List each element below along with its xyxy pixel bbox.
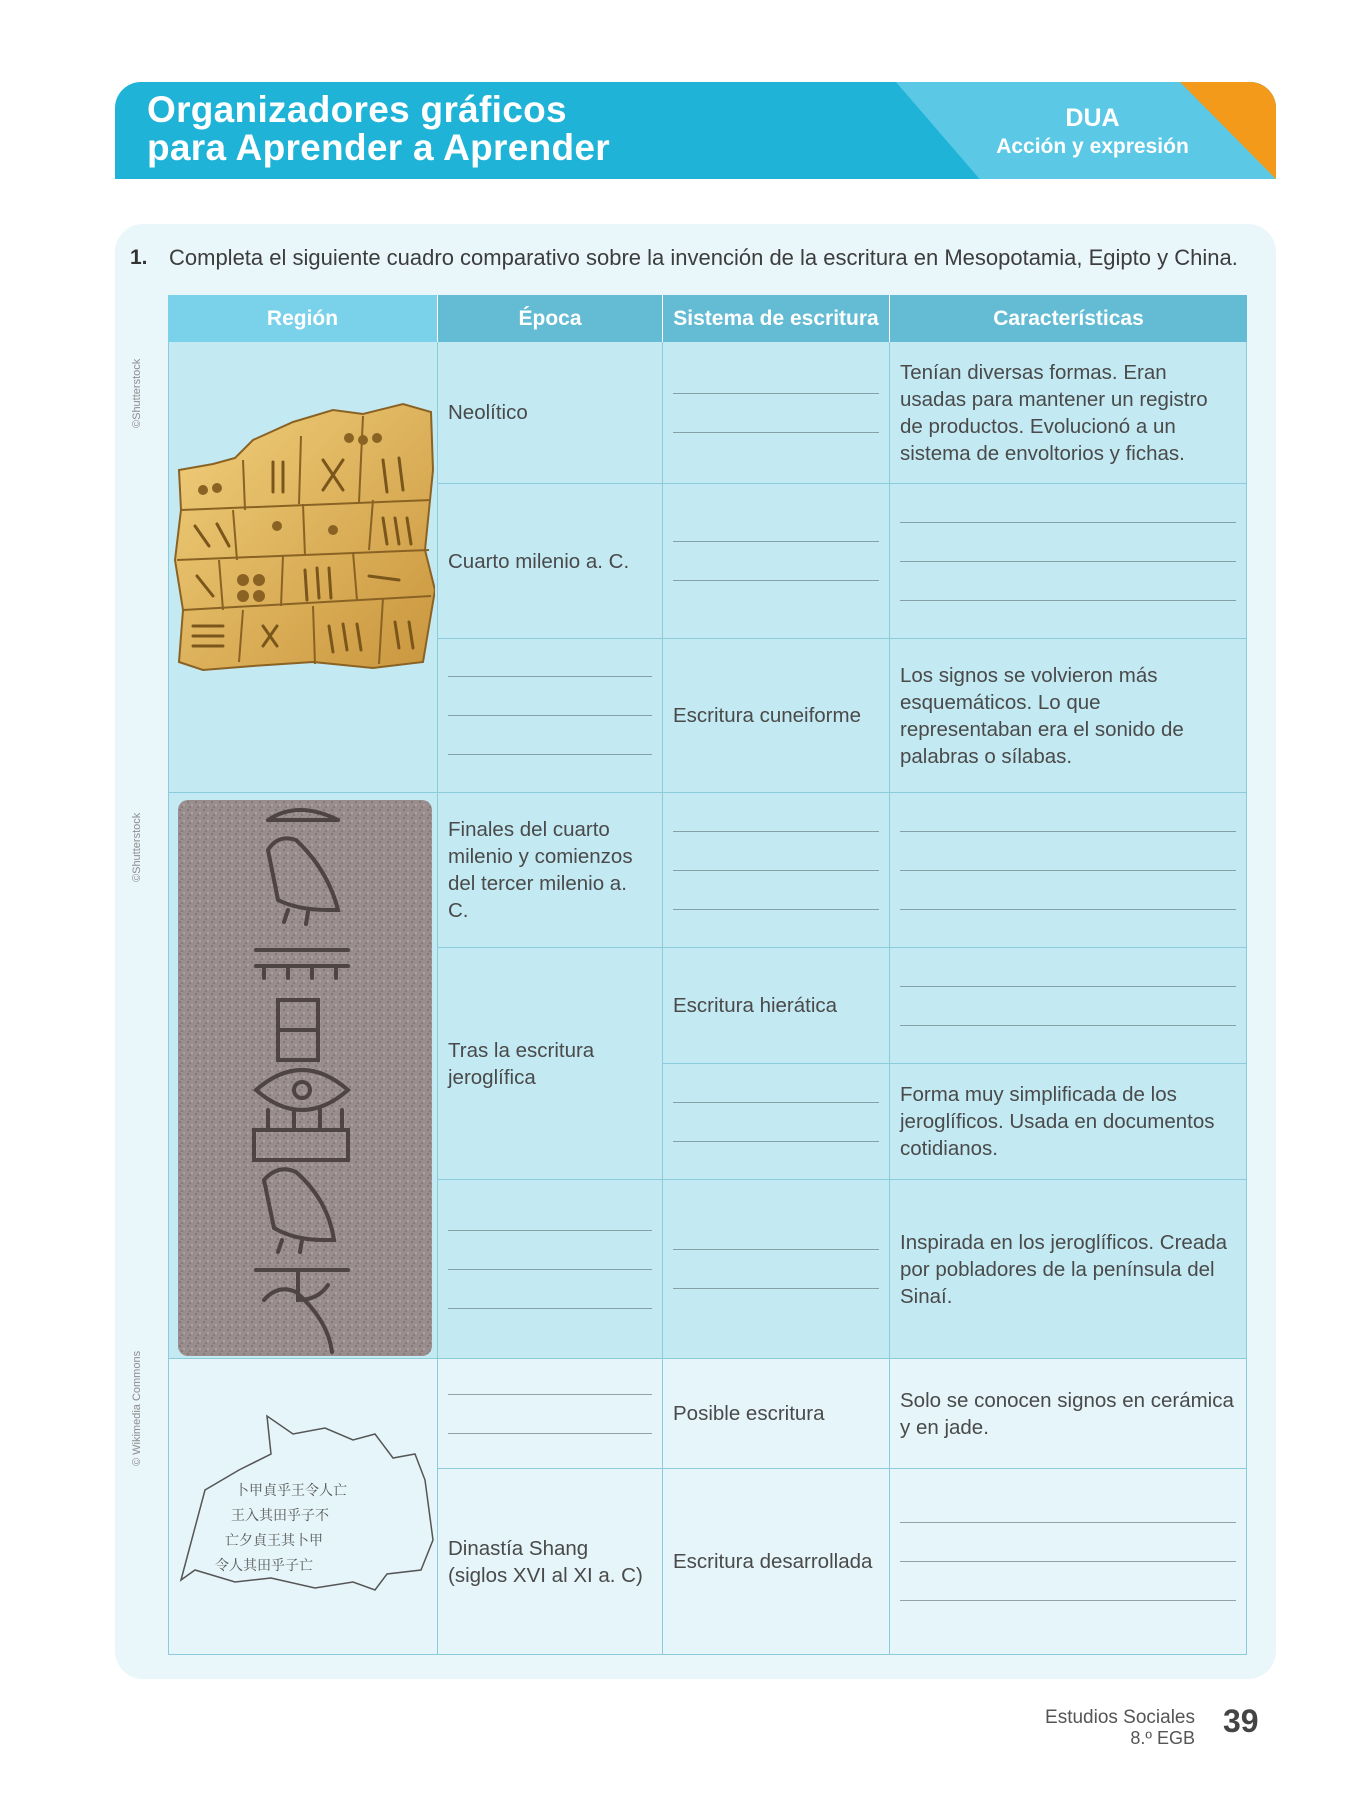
answer-cell[interactable]: [890, 948, 1247, 1064]
footer-subject: Estudios Sociales: [1045, 1707, 1195, 1728]
answer-cell[interactable]: [890, 1469, 1247, 1655]
sistema-text: Escritura hierática: [673, 994, 838, 1017]
table-cell: [438, 948, 663, 1180]
table-cell: [890, 1359, 1247, 1469]
caracteristicas-text: Los signos se volvieron más esquemáticos. Lo que representaban era el sonido de palabras o sílabas.: [900, 663, 1184, 768]
svg-text:王入其田乎子不: 王入其田乎子不: [231, 1508, 329, 1524]
caracteristicas-text: Forma muy simplificada de los jeroglíficos. Usada en documentos cotidianos.: [900, 1083, 1215, 1160]
table-cell: [438, 793, 663, 948]
dua-label: DUA: [1065, 104, 1120, 132]
svg-text:卜甲貞乎王令人亡: 卜甲貞乎王令人亡: [235, 1483, 347, 1499]
header-sistema: Sistema de escritura: [663, 295, 890, 342]
header-region: Región: [168, 295, 438, 342]
oracle-bone-image: [175, 1410, 437, 1600]
answer-lines[interactable]: [900, 977, 1236, 1035]
table-cell: [890, 1180, 1247, 1359]
answer-lines[interactable]: [900, 522, 1236, 601]
epoca-text: Dinastía Shang (siglos XVI al XI a. C): [448, 1536, 643, 1587]
hieroglyph-stone-image: [178, 800, 432, 1356]
page-number: 39: [1223, 1703, 1259, 1739]
answer-cell[interactable]: [890, 484, 1247, 639]
section-title-line2: para Aprender a Aprender: [147, 127, 610, 168]
table-cell: [438, 484, 663, 639]
table-cell: [663, 948, 890, 1064]
table-cell: [663, 1359, 890, 1469]
answer-lines[interactable]: [673, 1093, 879, 1151]
caracteristicas-text: Solo se conocen signos en cerámica y en jade.: [900, 1388, 1234, 1439]
image-credit: ©Shutterstock: [131, 358, 143, 428]
caracteristicas-text: Tenían diversas formas. Eran usadas para mantener un registro de productos. Evolucionó a un sistema de envoltorios y fichas.: [900, 360, 1208, 465]
answer-lines[interactable]: [448, 1230, 652, 1309]
table-cell: [663, 639, 890, 793]
answer-lines[interactable]: [673, 831, 879, 910]
answer-cell[interactable]: [438, 639, 663, 793]
svg-text:令人其田乎子亡: 令人其田乎子亡: [215, 1558, 313, 1574]
answer-cell[interactable]: [663, 484, 890, 639]
answer-lines[interactable]: [448, 676, 652, 755]
epoca-text: Tras la escritura jeroglífica: [448, 1038, 595, 1089]
answer-lines[interactable]: [900, 831, 1236, 910]
answer-cell[interactable]: [663, 1180, 890, 1359]
answer-cell[interactable]: [890, 793, 1247, 948]
section-title: [147, 91, 610, 167]
footer-grade: 8.º EGB: [1130, 1728, 1195, 1748]
table-cell: [890, 639, 1247, 793]
answer-lines[interactable]: [900, 1522, 1236, 1601]
image-credit: © Wikimedia Commons: [131, 1350, 143, 1466]
header-epoca: Época: [438, 295, 663, 342]
answer-cell[interactable]: [438, 1180, 663, 1359]
epoca-text: Neolítico: [448, 401, 528, 424]
answer-cell[interactable]: [438, 1359, 663, 1469]
svg-text:亡夕貞王其卜甲: 亡夕貞王其卜甲: [225, 1533, 323, 1549]
image-credit: ©Shutterstock: [131, 812, 143, 882]
question-number: 1.: [130, 246, 148, 269]
answer-cell[interactable]: [663, 1064, 890, 1180]
sistema-text: Escritura desarrollada: [673, 1550, 873, 1573]
table-cell: [438, 342, 663, 484]
table-cell: [663, 1469, 890, 1655]
header-caracteristicas: Características: [890, 295, 1247, 342]
caracteristicas-text: Inspirada en los jeroglíficos. Creada por pobladores de la península del Sinaí.: [900, 1230, 1228, 1308]
sistema-text: Posible escritura: [673, 1402, 825, 1425]
answer-lines[interactable]: [673, 384, 879, 442]
answer-cell[interactable]: [663, 342, 890, 484]
dua-subtitle: Acción y expresión: [996, 135, 1189, 158]
section-title-line1: Organizadores gráficos: [147, 89, 567, 130]
epoca-text: Finales del cuarto milenio y comienzos del tercer milenio a. C.: [448, 818, 633, 922]
answer-lines[interactable]: [448, 1385, 652, 1443]
question-text: Completa el siguiente cuadro comparativo sobre la invención de la escritura en Mesopotamia, Egipto y China.: [169, 245, 1238, 270]
answer-lines[interactable]: [673, 1240, 879, 1298]
table-cell: [438, 1469, 663, 1655]
table-cell: [890, 1064, 1247, 1180]
sistema-text: Escritura cuneiforme: [673, 704, 861, 727]
table-cell: [890, 342, 1247, 484]
cuneiform-tablet-image: [173, 400, 435, 672]
epoca-text: Cuarto milenio a. C.: [448, 549, 630, 573]
answer-cell[interactable]: [663, 793, 890, 948]
answer-lines[interactable]: [673, 532, 879, 590]
